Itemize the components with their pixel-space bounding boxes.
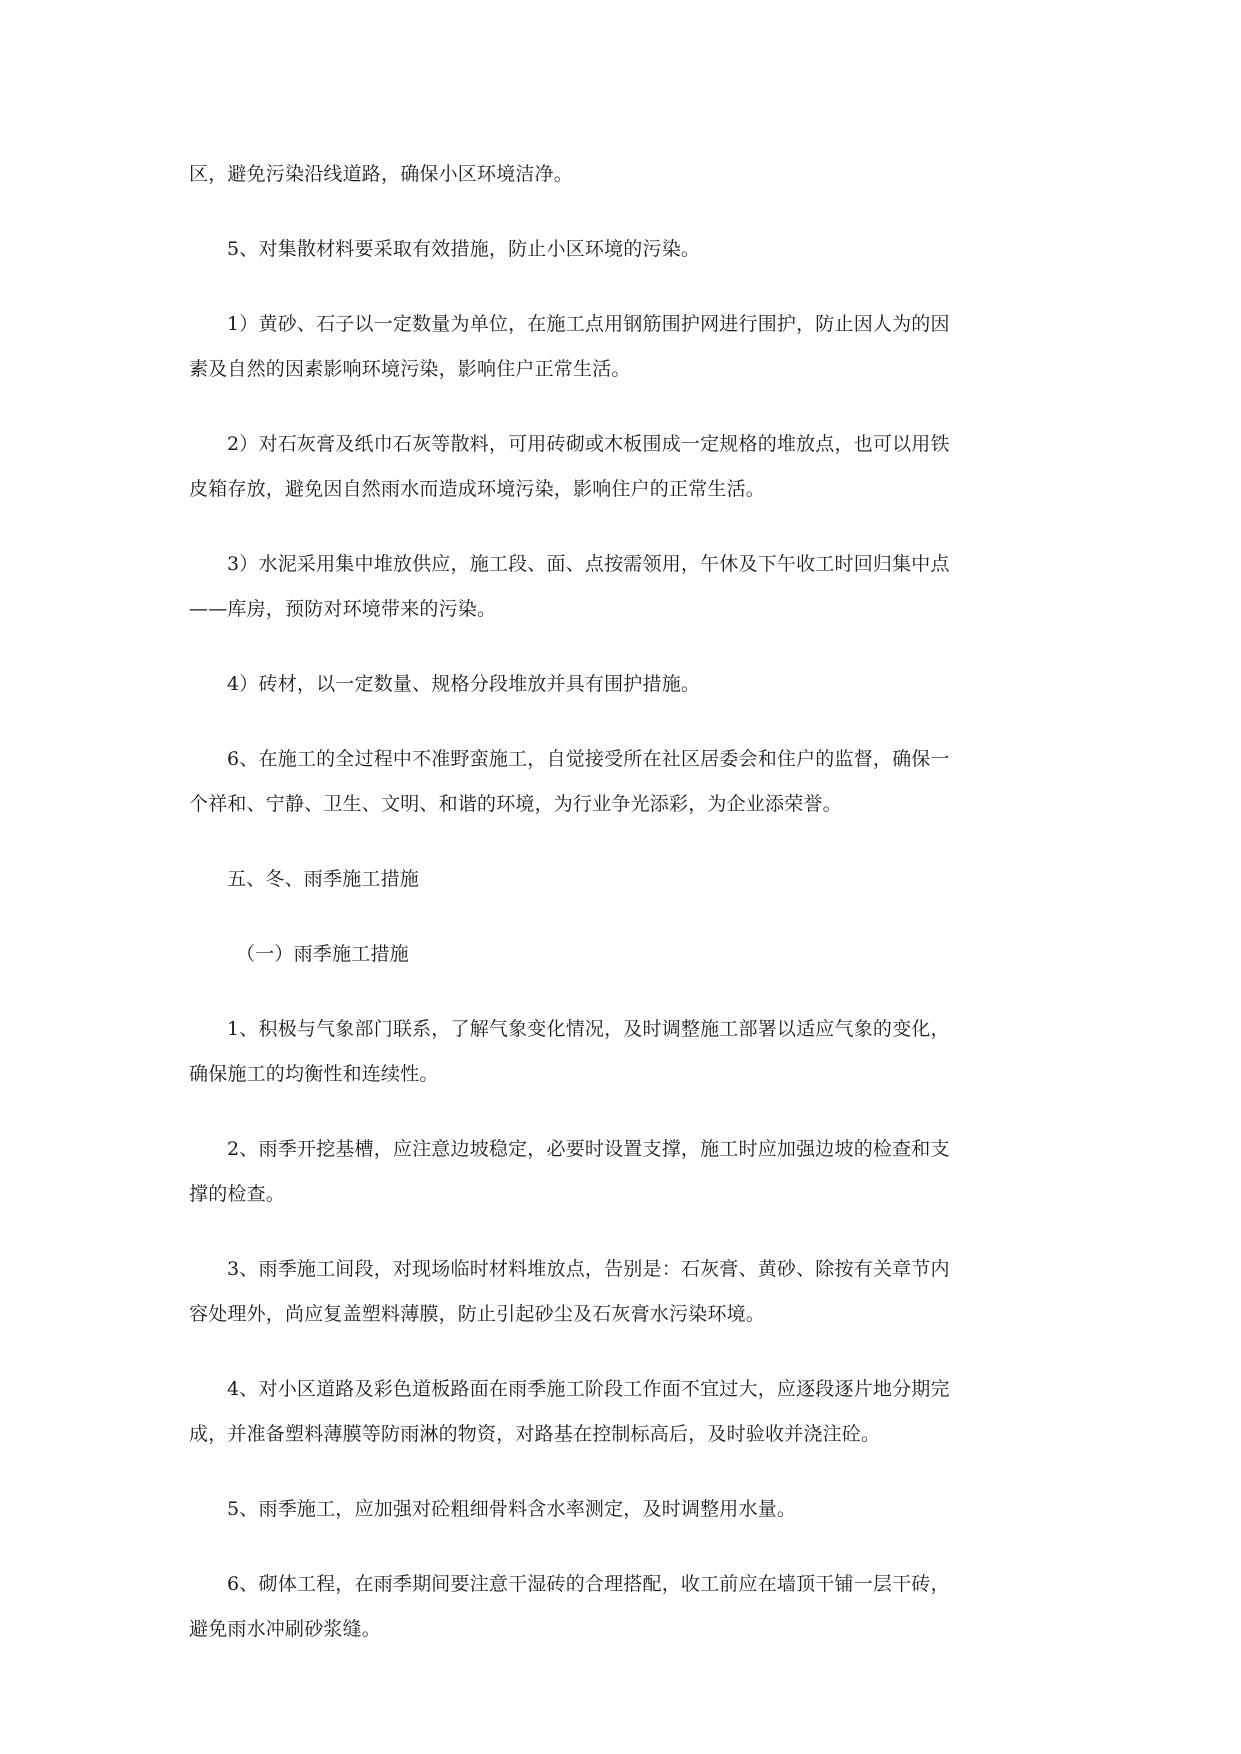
paragraph bbox=[189, 422, 1061, 512]
paragraph-line: 撑的检查。 bbox=[189, 1183, 286, 1205]
paragraph bbox=[189, 302, 1061, 392]
paragraph bbox=[189, 1007, 1061, 1097]
paragraph-line: 容处理外，尚应复盖塑料薄膜，防止引起砂尘及石灰膏水污染环境。 bbox=[189, 1303, 766, 1325]
paragraph-line: 成，并准备塑料薄膜等防雨淋的物资，对路基在控制标高后，及时验收并浇注砼。 bbox=[189, 1423, 881, 1445]
paragraph-line: 素及自然的因素影响环境污染，影响住户正常生活。 bbox=[189, 358, 631, 380]
paragraph-line: 确保施工的均衡性和连续性。 bbox=[189, 1063, 439, 1085]
paragraph-line: 个祥和、宁静、卫生、文明、和谐的环境，为行业争光添彩，为企业添荣誉。 bbox=[189, 793, 842, 815]
paragraph bbox=[189, 1562, 1061, 1652]
paragraph-line: 1）黄砂、石子以一定数量为单位，在施工点用钢筋围护网进行围护，防止因人为的因 bbox=[227, 313, 950, 335]
paragraph-line: ——库房，预防对环境带来的污染。 bbox=[189, 598, 497, 620]
paragraph-line: 五、冬、雨季施工措施 bbox=[227, 868, 420, 890]
paragraph-line: 2）对石灰膏及纸巾石灰等散料，可用砖砌或木板围成一定规格的堆放点，也可以用铁 bbox=[227, 433, 950, 455]
paragraph-line: 2、雨季开挖基槽，应注意边坡稳定，必要时设置支撑，施工时应加强边坡的检查和支 bbox=[227, 1138, 950, 1160]
paragraph bbox=[189, 737, 1061, 827]
paragraph-line: 1、积极与气象部门联系，了解气象变化情况，及时调整施工部署以适应气象的变化， bbox=[227, 1018, 950, 1040]
paragraph bbox=[189, 1367, 1061, 1457]
paragraph bbox=[189, 152, 1061, 197]
paragraph-line: 4、对小区道路及彩色道板路面在雨季施工阶段工作面不宜过大，应逐段逐片地分期完 bbox=[227, 1378, 950, 1400]
paragraph bbox=[189, 932, 1061, 977]
paragraph bbox=[189, 542, 1061, 632]
paragraph bbox=[189, 857, 1061, 902]
paragraph bbox=[189, 1127, 1061, 1217]
paragraph-line: 3、雨季施工间段，对现场临时材料堆放点，告别是：石灰膏、黄砂、除按有关章节内 bbox=[227, 1258, 950, 1280]
paragraph bbox=[189, 227, 1061, 272]
paragraph-line: 5、对集散材料要采取有效措施，防止小区环境的污染。 bbox=[227, 238, 701, 260]
paragraph-line: （一）雨季施工措施 bbox=[236, 943, 409, 965]
paragraph-line: 6、砌体工程，在雨季期间要注意干湿砖的合理搭配，收工前应在墙顶干铺一层干砖， bbox=[227, 1573, 950, 1595]
paragraph-line: 6、在施工的全过程中不准野蛮施工，自觉接受所在社区居委会和住户的监督，确保一 bbox=[227, 748, 950, 770]
document-body bbox=[189, 152, 1061, 1682]
paragraph-line: 避免雨水冲刷砂浆缝。 bbox=[189, 1618, 382, 1640]
paragraph bbox=[189, 1247, 1061, 1337]
paragraph-line: 皮箱存放，避免因自然雨水而造成环境污染，影响住户的正常生活。 bbox=[189, 478, 766, 500]
paragraph-line: 3）水泥采用集中堆放供应，施工段、面、点按需领用，午休及下午收工时回归集中点 bbox=[227, 553, 950, 575]
paragraph-line: 4）砖材，以一定数量、规格分段堆放并具有围护措施。 bbox=[227, 673, 701, 695]
paragraph bbox=[189, 662, 1061, 707]
paragraph-line: 5、雨季施工，应加强对砼粗细骨料含水率测定，及时调整用水量。 bbox=[227, 1498, 797, 1520]
paragraph-line: 区，避免污染沿线道路，确保小区环境洁净。 bbox=[189, 163, 574, 185]
paragraph bbox=[189, 1487, 1061, 1532]
